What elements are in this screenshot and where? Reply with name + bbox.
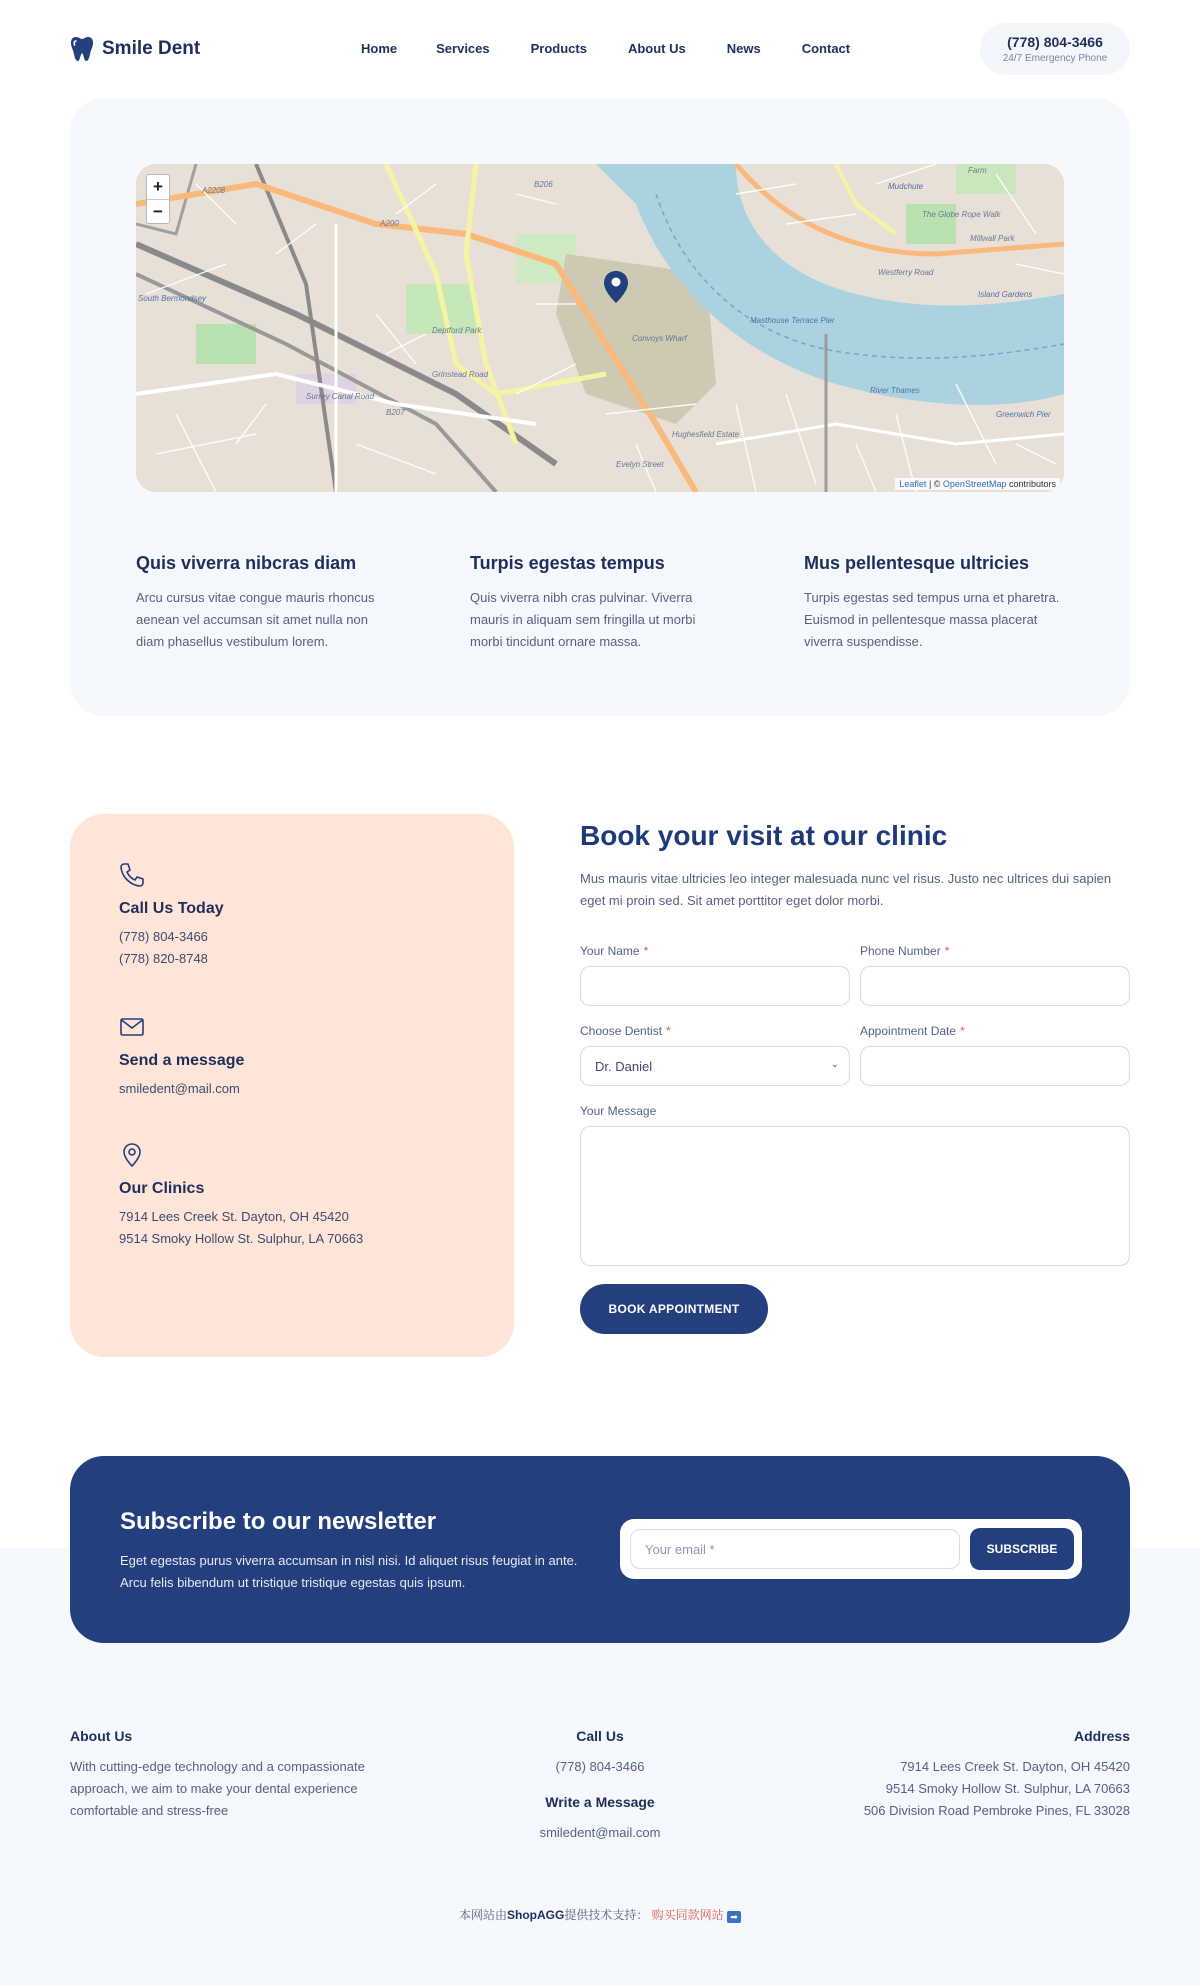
- map-section: [70, 98, 1130, 716]
- newsletter-text: Eget egestas purus viverra accumsan in nisl nisi. Id aliquet risus feugiat in ante. Arcu felis bibendum ut tristique tristique egestas quis ipsum.: [120, 1553, 578, 1590]
- map-marker-icon[interactable]: [603, 270, 629, 304]
- feature-title: Mus pellentesque ultricies: [804, 553, 1030, 573]
- newsletter-title: Subscribe to our newsletter: [120, 1508, 437, 1535]
- footer-credit: [0, 1906, 1200, 1923]
- subscribe-form: [620, 1519, 1082, 1579]
- date-field: [860, 1024, 1130, 1086]
- contact-phone-2[interactable]: (778) 820-8748: [119, 951, 208, 966]
- map-label: Deptford Park: [432, 326, 482, 335]
- name-field: [580, 944, 850, 1006]
- feature-item: [136, 553, 396, 653]
- map-label: Millwall Park: [970, 234, 1015, 243]
- footer-address-line: 506 Division Road Pembroke Pines, FL 33028: [863, 1803, 1130, 1818]
- form-row: [580, 944, 1130, 1006]
- main-nav: [361, 41, 850, 56]
- map-label: B207: [386, 408, 405, 417]
- footer-contact: [450, 1728, 750, 1844]
- map-label: Hughesfield Estate: [672, 430, 740, 439]
- feature-item: [804, 553, 1064, 653]
- contact-clinics: [119, 1142, 363, 1250]
- nav-products[interactable]: Products: [530, 41, 587, 56]
- map-label: B206: [534, 180, 553, 189]
- footer-write-title: Write a Message: [545, 1794, 655, 1810]
- map-label: South Bermondsey: [138, 294, 207, 303]
- contact-message: [119, 1014, 244, 1100]
- book-appointment-button[interactable]: BOOK APPOINTMENT: [580, 1284, 768, 1334]
- credit-brand[interactable]: ShopAGG: [506, 1908, 565, 1922]
- map-label: The Globe Rope Walk: [922, 210, 1001, 219]
- dentist-select-value: Dr. Daniel: [595, 1059, 653, 1074]
- feature-title: Quis viverra nibcras diam: [136, 553, 357, 573]
- features-row: [136, 553, 1064, 653]
- message-textarea[interactable]: [580, 1126, 1130, 1266]
- footer-about-title: About Us: [70, 1728, 133, 1744]
- nav-about-us[interactable]: About Us: [627, 41, 686, 56]
- map-label: Farm: [968, 166, 987, 175]
- contact-clinics-title: Our Clinics: [119, 1180, 205, 1197]
- leaflet-link[interactable]: Leaflet: [899, 479, 927, 489]
- footer-address-line: 7914 Lees Creek St. Dayton, OH 45420: [900, 1759, 1130, 1774]
- attribution-separator: | ©: [926, 479, 943, 489]
- map-label: Island Gardens: [978, 290, 1033, 299]
- map-label: Convoys Wharf: [632, 334, 687, 343]
- map-label: Westferry Road: [878, 268, 934, 277]
- feature-title: Turpis egestas tempus: [470, 553, 665, 573]
- logo-text: Smile Dent: [102, 38, 201, 59]
- nav-contact[interactable]: Contact: [801, 41, 851, 56]
- name-input[interactable]: [580, 966, 850, 1006]
- booking-form: [580, 820, 1130, 1334]
- contact-call: [119, 862, 224, 970]
- header-phone-number: (778) 804-3466: [1007, 34, 1103, 50]
- footer-call-title: Call Us: [576, 1728, 624, 1744]
- contact-card: [70, 814, 514, 1357]
- map-label: Masthouse Terrace Pier: [750, 316, 835, 325]
- feature-text: Quis viverra nibh cras pulvinar. Viverra mauris in aliquam sem fringilla ut morbi morbi tincidunt ornare massa.: [470, 590, 696, 649]
- credit-prefix: 本网站由: [458, 1908, 507, 1922]
- feature-text: Turpis egestas sed tempus urna et pharetra. Euismod in pellentesque massa placerat viverra suspendisse.: [804, 590, 1060, 649]
- osm-link[interactable]: OpenStreetMap: [942, 479, 1007, 489]
- header-phone[interactable]: [980, 23, 1130, 75]
- phone-icon: [119, 862, 145, 888]
- attribution-tail: contributors: [1006, 479, 1056, 489]
- footer-address-line: 9514 Smoky Hollow St. Sulphur, LA 70663: [885, 1781, 1130, 1796]
- header-phone-label: 24/7 Emergency Phone: [1002, 53, 1108, 64]
- map-label: River Thames: [870, 386, 920, 395]
- site-header: [0, 0, 1200, 96]
- credit-mid: 提供技术支持：: [564, 1908, 649, 1922]
- arrow-right-icon[interactable]: ➡: [727, 1911, 741, 1923]
- phone-field: [860, 944, 1130, 1006]
- nav-services[interactable]: Services: [436, 41, 490, 56]
- phone-input[interactable]: [860, 966, 1130, 1006]
- map-attribution: [895, 478, 1060, 490]
- name-label: Your Name *: [580, 944, 649, 958]
- nav-home[interactable]: Home: [361, 41, 398, 56]
- footer-address-title: Address: [1073, 1728, 1130, 1744]
- zoom-out-button[interactable]: −: [147, 199, 169, 223]
- feature-text: Arcu cursus vitae congue mauris rhoncus aenean vel accumsan sit amet nulla non diam phasellus vestibulum lorem.: [136, 590, 375, 649]
- map-label: Grinstead Road: [432, 370, 489, 379]
- contact-call-title: Call Us Today: [119, 900, 224, 917]
- form-row: [580, 1024, 1130, 1086]
- booking-intro: Mus mauris vitae ultricies leo integer malesuada nunc vel risus. Justo nec ultrices dui sapien eget mi proin sed. Sit amet porttitor eget dolor morbi.: [580, 871, 1112, 908]
- map[interactable]: [136, 164, 1064, 492]
- map-label: Evelyn Street: [616, 460, 664, 469]
- footer-address: [800, 1728, 1130, 1822]
- zoom-in-button[interactable]: +: [153, 177, 163, 196]
- message-field: [580, 1104, 1130, 1266]
- dentist-label: Choose Dentist *: [580, 1024, 671, 1038]
- footer-email[interactable]: smiledent@mail.com: [539, 1825, 661, 1840]
- booking-title: Book your visit at our clinic: [580, 820, 948, 851]
- feature-item: [470, 553, 730, 653]
- footer-phone[interactable]: (778) 804-3466: [555, 1759, 645, 1774]
- date-label: Appointment Date *: [860, 1024, 965, 1038]
- dentist-field: [580, 1024, 850, 1086]
- envelope-icon: [119, 1014, 145, 1040]
- location-pin-icon: [119, 1142, 145, 1168]
- buy-site-link[interactable]: 购买同款网站: [651, 1908, 724, 1922]
- map-label: Greenwich Pier: [996, 410, 1051, 419]
- clinic-address-1: 7914 Lees Creek St. Dayton, OH 45420: [119, 1209, 349, 1224]
- phone-label: Phone Number *: [860, 944, 950, 958]
- clinic-address-2: 9514 Smoky Hollow St. Sulphur, LA 70663: [119, 1231, 364, 1246]
- map-label: A2208: [202, 186, 226, 195]
- dentist-select[interactable]: [580, 1046, 850, 1086]
- chevron-down-icon: ⌄: [830, 1059, 839, 1070]
- subscribe-button[interactable]: SUBSCRIBE: [970, 1528, 1074, 1570]
- tooth-icon: [70, 36, 94, 62]
- newsletter-banner: [70, 1456, 1130, 1643]
- contact-email[interactable]: smiledent@mail.com: [119, 1081, 240, 1096]
- map-zoom-control: [146, 174, 170, 224]
- logo[interactable]: [70, 36, 200, 62]
- contact-message-title: Send a message: [119, 1052, 245, 1069]
- contact-phone-1[interactable]: (778) 804-3466: [119, 929, 208, 944]
- email-input[interactable]: Your email *: [630, 1529, 960, 1569]
- nav-news[interactable]: News: [726, 41, 761, 56]
- footer-about: [70, 1728, 400, 1822]
- map-label: A200: [380, 219, 399, 228]
- map-label: Mudchute: [888, 182, 924, 191]
- message-label: Your Message: [580, 1104, 657, 1118]
- footer-about-text: With cutting-edge technology and a compassionate approach, we aim to make your dental experience comfortable and stress-free: [70, 1759, 365, 1818]
- date-input[interactable]: [860, 1046, 1130, 1086]
- map-label: Surrey Canal Road: [306, 392, 375, 401]
